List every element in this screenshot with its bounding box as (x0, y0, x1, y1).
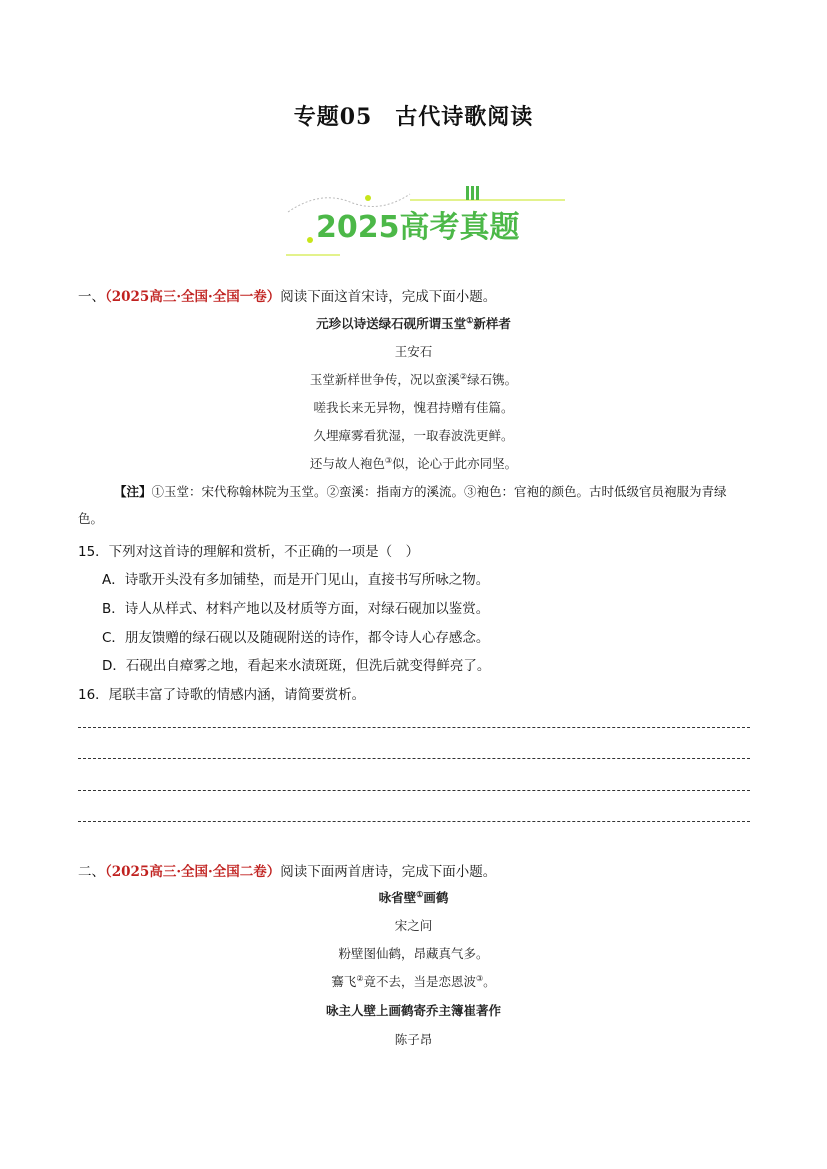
poem3-title: 咏主人壁上画鹤寄乔主簿崔著作 (325, 1003, 501, 1018)
poem2-title-b: 画鹤 (423, 890, 449, 905)
poem1-line4-sup: ③ (384, 455, 393, 465)
banner (280, 180, 570, 260)
question-16: 16．尾联丰富了诗歌的情感内涵，请简要赏析。 (78, 687, 366, 703)
answer-line[interactable] (78, 758, 750, 759)
poem2-line2-sup1: ② (356, 973, 364, 983)
poem2-line2 (0, 972, 827, 990)
option-b[interactable]: B．诗人从样式、材料产地以及材质等方面，对绿石砚加以鉴赏。 (102, 601, 490, 617)
poem2-line2-b: 竟不去，当是恋恩波 (363, 974, 476, 989)
section1-source: （2025高三·全国·全国一卷） (105, 289, 281, 305)
option-a[interactable]: A．诗歌开头没有多加铺垫，而是开门见山，直接书写所咏之物。 (102, 572, 490, 588)
poem1-line1-b: 绿石镌。 (467, 372, 518, 387)
page-title: 专题05 古代诗歌阅读 (293, 104, 534, 130)
note-text: ①玉堂：宋代称翰林院为玉堂。②蛮溪：指南方的溪流。③袍色：官袍的颜色。古时低级官员袍服为青绿色。 (78, 484, 727, 526)
banner-title: 2025高考真题 (316, 210, 520, 245)
poem1-line4-a: 还与故人袍色 (309, 456, 385, 471)
poem2-author: 宋之问 (394, 918, 433, 933)
poem1-title-a: 元珍以诗送绿石砚所谓玉堂 (316, 316, 467, 331)
question-15: 15．下列对这首诗的理解和赏析，不正确的一项是（ ） (78, 544, 420, 560)
poem2-line2-c: 。 (483, 974, 496, 989)
poem1-line2-a: 嗟我长来无异物，愧君持赠有佳篇。 (313, 400, 514, 415)
answer-line[interactable] (78, 790, 750, 791)
poem2-title-sup: ① (416, 888, 424, 899)
section1-heading (78, 285, 496, 305)
poem2-line2-a: 鶱飞 (331, 974, 357, 989)
poem1-line (0, 426, 827, 444)
section1-instruction: 阅读下面这首宋诗，完成下面小题。 (280, 289, 497, 305)
answer-line[interactable] (78, 727, 750, 728)
answer-line[interactable] (78, 821, 750, 822)
section2-heading (78, 860, 496, 880)
poem1-line (0, 398, 827, 416)
section2-instruction: 阅读下面两首唐诗，完成下面小题。 (280, 864, 497, 880)
poem1-line3-a: 久埋瘴雾看犹湿，一取春波洗更鲜。 (313, 428, 514, 443)
poem1-title-b: 新样者 (473, 316, 511, 331)
poem2-title (0, 888, 827, 906)
poem2-line2-sup2: ③ (476, 973, 484, 983)
option-d[interactable]: D．石砚出自瘴雾之地，看起来水渍斑斑，但洗后就变得鲜亮了。 (102, 658, 491, 674)
poem3-author: 陈子昂 (394, 1032, 433, 1047)
option-c[interactable]: C．朋友馈赠的绿石砚以及随砚附送的诗作，都令诗人心存感念。 (102, 630, 490, 646)
section2-prefix: 二、 (78, 864, 105, 880)
section2-source: （2025高三·全国·全国二卷） (105, 864, 281, 880)
note-label: 【注】 (114, 484, 152, 499)
poem2-title-a: 咏省壁 (378, 890, 417, 905)
poem1-note (78, 478, 750, 532)
poem1-line1-sup: ② (459, 371, 468, 381)
poem1-line (0, 454, 827, 472)
poem1-author: 王安石 (394, 344, 433, 359)
poem1-title (0, 314, 827, 332)
poem1-line (0, 370, 827, 388)
section1-prefix: 一、 (78, 289, 105, 305)
poem2-line1: 粉壁图仙鹤，昂藏真气多。 (338, 946, 489, 961)
poem1-line1-a: 玉堂新样世争传，况以蛮溪 (309, 372, 460, 387)
poem1-line4-b: 似，论心于此亦同坚。 (392, 456, 518, 471)
poem1-title-sup: ① (466, 314, 474, 325)
